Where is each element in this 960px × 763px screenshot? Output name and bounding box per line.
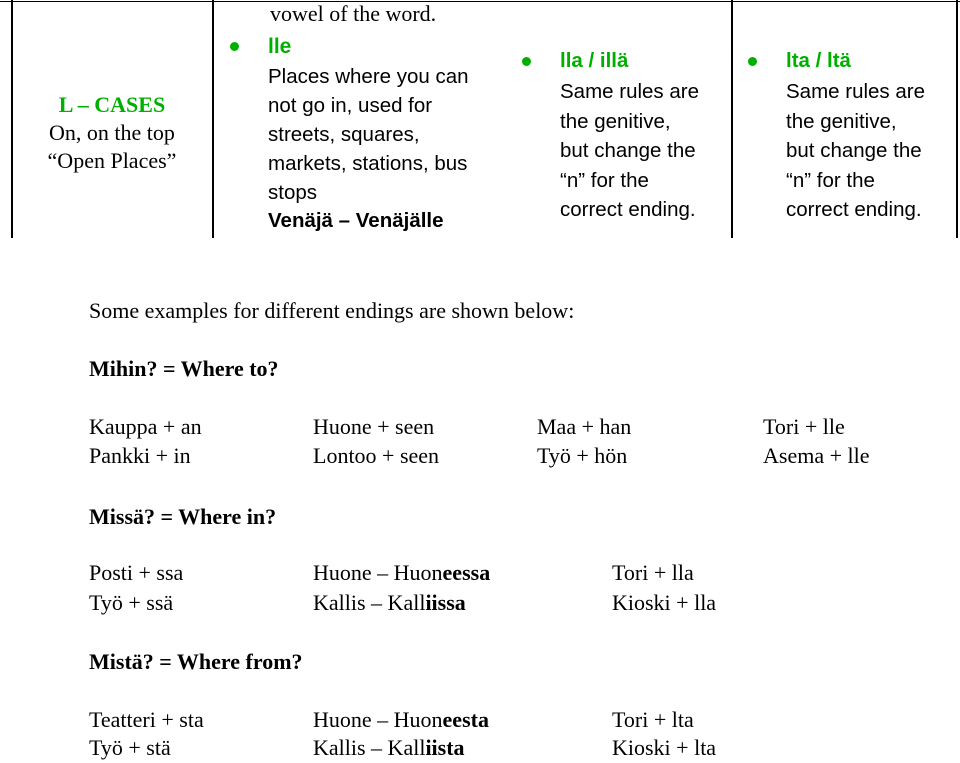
lcases-cell <box>12 91 212 175</box>
col2-example: Venäjä – Venäjälle <box>268 209 444 232</box>
col4-line: Same rules are <box>786 80 926 103</box>
example-cell: Lontoo + seen <box>313 443 440 468</box>
col3-line: “n” for the <box>560 168 649 192</box>
example-ending: iista <box>425 735 465 760</box>
section-title: Missä? = Where in? <box>89 504 277 529</box>
table-top-border <box>0 1 960 2</box>
col3-description <box>560 77 699 225</box>
col4-line: “n” for the <box>786 168 875 192</box>
example-cell: Kioski + lla <box>612 590 717 615</box>
example-cell: Työ + ssä <box>89 590 174 615</box>
intro-text: Some examples for different endings are shown below: <box>89 298 575 323</box>
section-title: Mihin? = Where to? <box>89 356 279 381</box>
example-ending: iissa <box>425 590 466 615</box>
example-cell: Kauppa + an <box>89 414 202 439</box>
col2-description <box>268 62 469 207</box>
example-cell: Kioski + lta <box>612 735 717 760</box>
example-cell: Tori + lle <box>763 414 845 439</box>
example-base: Kallis – Kall <box>313 735 426 760</box>
example-cell: Työ + stä <box>89 735 171 760</box>
example-cell <box>313 706 489 734</box>
col4-line: correct ending. <box>786 198 922 221</box>
col3-line: the genitive, <box>560 109 671 133</box>
example-ending: eesta <box>442 707 489 732</box>
table-border-right <box>956 0 958 238</box>
col2-line: not go in, used for <box>268 94 433 117</box>
example-cell: Työ + hön <box>537 443 628 468</box>
col3-line: Same rules are <box>560 80 700 103</box>
example-cell: Huone + seen <box>313 414 435 439</box>
col4-line: the genitive, <box>786 109 897 133</box>
bullet-icon <box>522 57 531 66</box>
col2-heading: lle <box>268 35 292 58</box>
bullet-icon <box>230 42 239 51</box>
example-cell: Asema + lle <box>763 443 870 468</box>
col3-line: but change the <box>560 139 696 162</box>
col4-heading: lta / ltä <box>786 49 851 72</box>
lcases-title: L – CASES <box>58 92 166 117</box>
section-title: Mistä? = Where from? <box>89 649 303 674</box>
example-cell: Tori + lta <box>612 707 694 732</box>
example-cell: Teatteri + sta <box>89 707 204 732</box>
col2-line: stops <box>268 181 317 204</box>
col2-top-text: vowel of the word. <box>270 1 437 26</box>
example-cell: Posti + ssa <box>89 560 184 585</box>
col2-line: markets, stations, bus <box>268 152 468 175</box>
lcases-line1: On, on the top <box>49 120 175 145</box>
example-base: Huone – Huon <box>313 707 443 732</box>
example-base: Huone – Huon <box>313 560 443 585</box>
col3-line: correct ending. <box>560 198 696 221</box>
example-cell: Pankki + in <box>89 443 191 468</box>
table-border-col4 <box>731 0 733 238</box>
col4-line: but change the <box>786 139 922 162</box>
bullet-icon <box>748 57 757 66</box>
example-base: Kallis – Kall <box>313 590 426 615</box>
example-cell <box>313 734 465 762</box>
example-ending: eessa <box>442 560 491 585</box>
col2-line: Places where you can <box>268 65 469 88</box>
col3-heading: lla / illä <box>560 49 629 72</box>
example-cell <box>313 559 490 587</box>
lcases-line2: “Open Places” <box>47 148 177 173</box>
example-cell <box>313 589 466 617</box>
col2-line: streets, squares, <box>268 123 420 146</box>
col4-description <box>786 77 925 225</box>
example-cell: Tori + lla <box>612 560 694 585</box>
table-border-col2 <box>212 0 214 238</box>
example-cell: Maa + han <box>537 414 632 439</box>
